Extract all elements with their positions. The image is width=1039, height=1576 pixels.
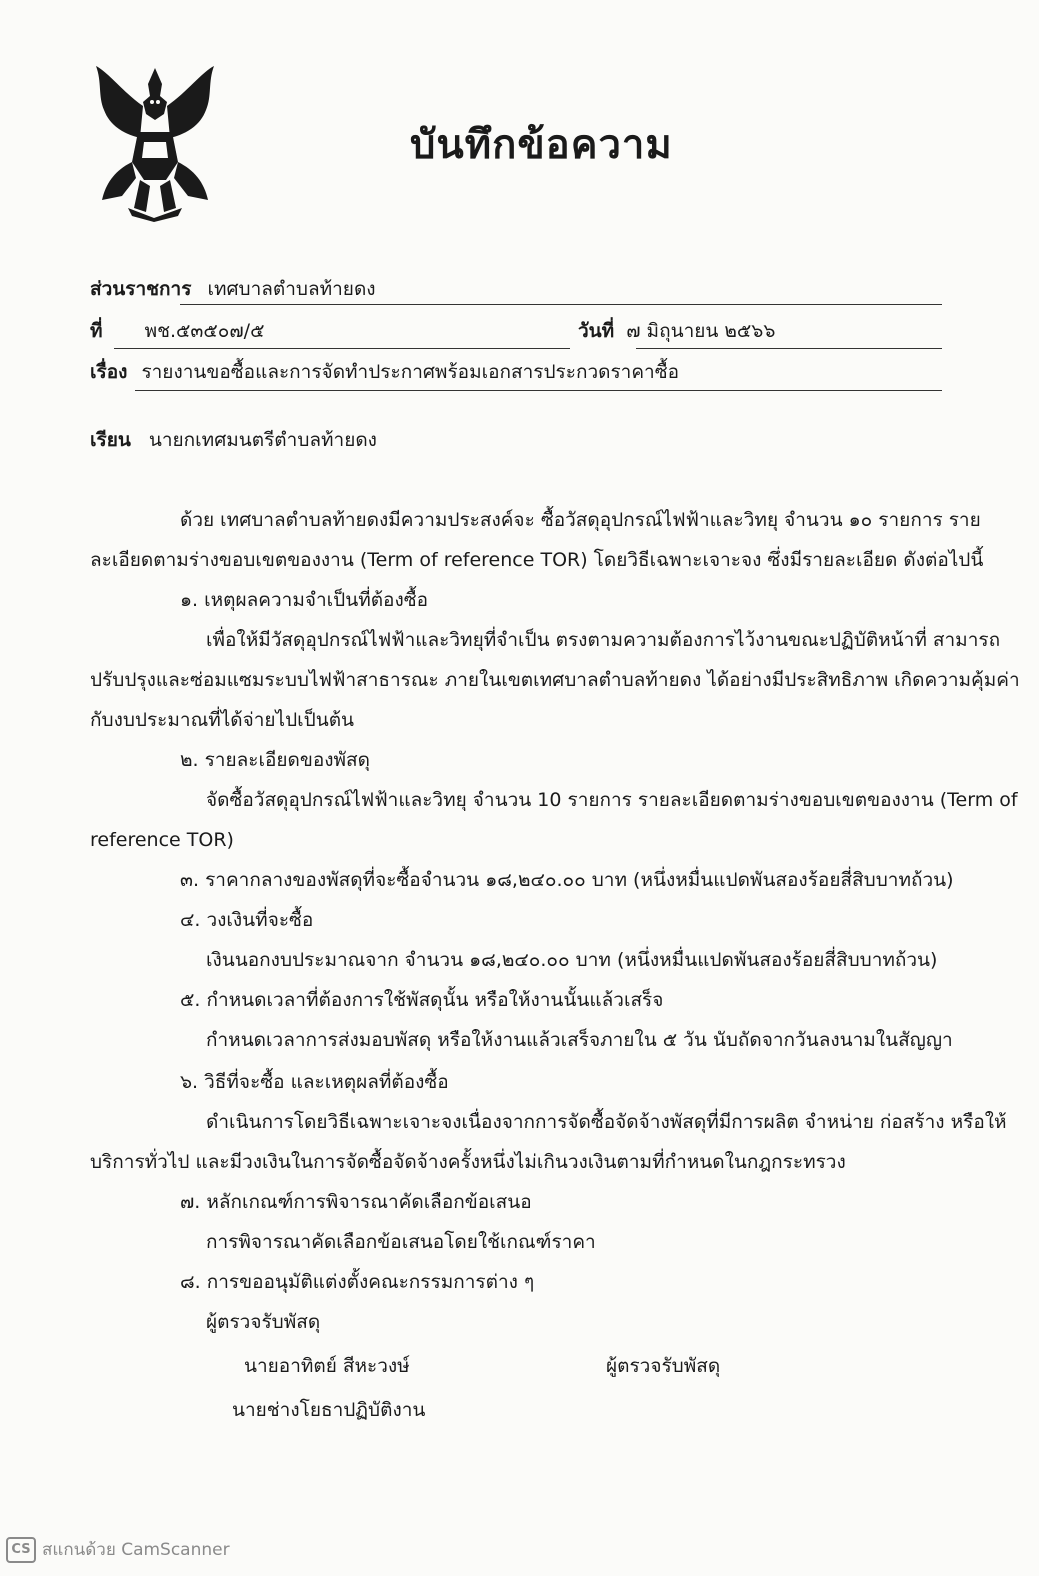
section-7-heading: ๗. หลักเกณฑ์การพิจารณาคัดเลือกข้อเสนอ [180,1191,532,1213]
date-underline [636,348,942,349]
to-value: นายกเทศมนตรีตำบลท้ายดง [148,429,377,451]
section-6-heading: ๖. วิธีที่จะซื้อ และเหตุผลที่ต้องซื้อ [180,1071,449,1093]
section-8-heading: ๘. การขออนุมัติแต่งตั้งคณะกรรมการต่าง ๆ [180,1271,535,1293]
to-row [90,425,377,455]
section-6-line-2: บริการทั่วไป และมีวงเงินในการจัดซื้อจัดจ้างครั้งหนึ่งไม่เกินวงเงินตามที่กำหนดในกฎกระทรวง [90,1151,846,1173]
ref-label: ที่ [90,320,103,342]
committee-member-position: นายช่างโยธาปฏิบัติงาน [232,1399,426,1421]
section-1-heading: ๑. เหตุผลความจำเป็นที่ต้องซื้อ [180,589,429,611]
section-7-line-1: การพิจารณาคัดเลือกข้อเสนอโดยใช้เกณฑ์ราคา [206,1231,596,1253]
section-4-line-1: เงินนอกงบประมาณจาก จำนวน ๑๘,๒๔๐.๐๐ บาท (หนึ่งหมื่นแปดพันสองร้อยสี่สิบบาทถ้วน) [206,949,938,971]
camscanner-logo-icon: CS [6,1537,36,1563]
agency-label: ส่วนราชการ [90,278,192,300]
ref-row [90,316,264,346]
date-label: วันที่ [578,320,615,342]
memo-title: บันทึกข้อความ [410,122,673,168]
section-2-heading: ๒. รายละเอียดของพัสดุ [180,749,370,771]
scanner-watermark-text: สแกนด้วย CamScanner [42,1540,230,1560]
section-5-heading: ๕. กำหนดเวลาที่ต้องการใช้พัสดุนั้น หรือให้งานนั้นแล้วเสร็จ [180,989,664,1011]
committee-member-role: ผู้ตรวจรับพัสดุ [606,1355,721,1377]
section-5-line-1: กำหนดเวลาการส่งมอบพัสดุ หรือให้งานแล้วเสร็จภายใน ๕ วัน นับถัดจากวันลงนามในสัญญา [206,1029,953,1051]
section-1-line-3: กับงบประมาณที่ได้จ่ายไปเป็นต้น [90,709,355,731]
section-4-heading: ๔. วงเงินที่จะซื้อ [180,909,314,931]
date-row [578,316,775,346]
subject-value: รายงานขอซื้อและการจัดทำประกาศพร้อมเอกสารประกวดราคาซื้อ [141,361,680,383]
section-8-subheading: ผู้ตรวจรับพัสดุ [206,1311,321,1333]
intro-line-2: ละเอียดตามร่างขอบเขตของงาน (Term of reference TOR) โดยวิธีเฉพาะเจาะจง ซึ่งมีรายละเอียด ดังต่อไปนี้ [90,549,984,571]
agency-row [90,274,376,304]
ref-underline [114,348,570,349]
ref-value: พช.๕๓๕๐๗/๕ [144,320,265,342]
subject-label: เรื่อง [90,361,128,383]
committee-member-name: นายอาทิตย์ สีหะวงษ์ [244,1355,410,1377]
section-1-line-1: เพื่อให้มีวัสดุอุปกรณ์ไฟฟ้าและวิทยุที่จำเป็น ตรงตามความต้องการไว้งานขณะปฏิบัติหน้าที่ สามารถ [206,629,1001,651]
subject-row [90,357,679,387]
section-3-heading: ๓. ราคากลางของพัสดุที่จะซื้อจำนวน ๑๘,๒๔๐.๐๐ บาท (หนึ่งหมื่นแปดพันสองร้อยสี่สิบบาทถ้วน) [180,869,954,891]
scanner-watermark [6,1536,230,1563]
date-value: ๗ มิถุนายน ๒๕๖๖ [626,320,776,342]
section-1-line-2: ปรับปรุงและซ่อมแซมระบบไฟฟ้าสาธารณะ ภายในเขตเทศบาลตำบลท้ายดง ได้อย่างมีประสิทธิภาพ เกิดความคุ้มค่า [90,669,1020,691]
intro-line-1: ด้วย เทศบาลตำบลท้ายดงมีความประสงค์จะ ซื้อวัสดุอุปกรณ์ไฟฟ้าและวิทยุ จำนวน ๑๐ รายการ ราย [180,509,981,531]
to-label: เรียน [90,429,131,451]
agency-value: เทศบาลตำบลท้ายดง [207,278,376,300]
garuda-emblem-icon [88,62,222,222]
section-2-line-1: จัดซื้อวัสดุอุปกรณ์ไฟฟ้าและวิทยุ จำนวน 10 รายการ รายละเอียดตามร่างขอบเขตของงาน (Term of [206,789,1018,811]
section-2-line-2: reference TOR) [90,829,234,851]
subject-underline [135,390,942,391]
agency-underline [180,304,942,305]
section-6-line-1: ดำเนินการโดยวิธีเฉพาะเจาะจงเนื่องจากการจัดซื้อจัดจ้างพัสดุที่มีการผลิต จำหน่าย ก่อสร้าง หรือให้ [206,1111,1007,1133]
